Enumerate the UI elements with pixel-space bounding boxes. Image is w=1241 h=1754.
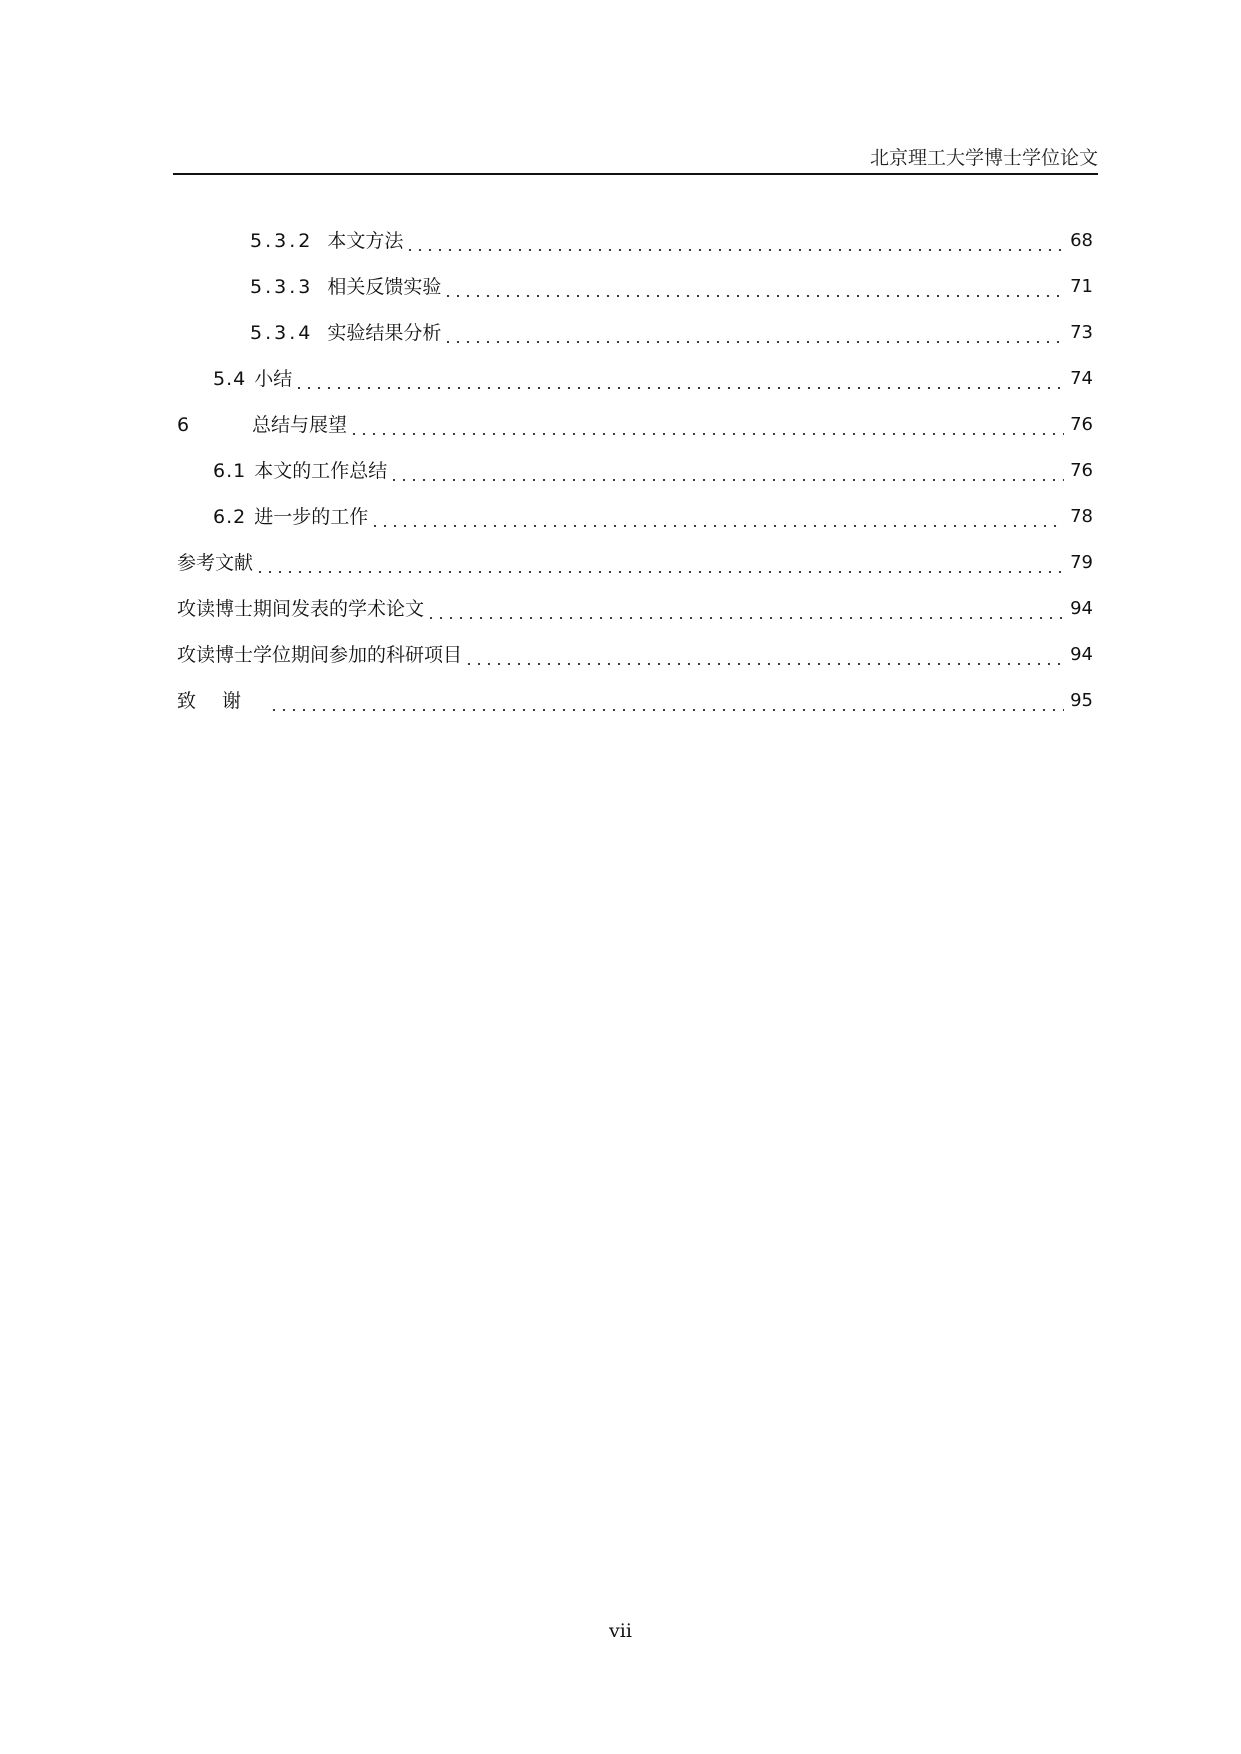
toc-entry-title: 参考文献	[177, 552, 254, 574]
toc-dot-leader	[426, 617, 1064, 619]
toc-entry-page: 95	[1070, 690, 1093, 711]
toc-entry-label	[177, 597, 424, 621]
toc-entry-number: 5.3.2	[250, 230, 314, 252]
toc-dot-leader	[269, 709, 1064, 711]
toc-entry-page: 94	[1070, 644, 1093, 665]
toc-entry[interactable]	[177, 632, 1093, 678]
toc-entry-title: 总结与展望	[252, 414, 348, 436]
toc-entry-number: 5.3.3	[250, 276, 314, 298]
toc-entry-page: 94	[1070, 598, 1093, 619]
toc-entry-page: 73	[1070, 322, 1093, 343]
toc-entry-label	[177, 551, 253, 575]
toc-entry[interactable]	[177, 310, 1093, 356]
toc-entry[interactable]	[177, 264, 1093, 310]
toc-entry-number: 6.1	[213, 460, 247, 482]
toc-entry-label	[177, 459, 387, 483]
toc-entry[interactable]	[177, 356, 1093, 402]
toc-entry-number: 5.3.4	[250, 322, 314, 344]
toc-entry-label	[177, 321, 441, 345]
toc-entry-page: 76	[1070, 460, 1093, 481]
toc-entry-title: 攻读博士期间发表的学术论文	[177, 598, 425, 620]
toc-entry-number: 6.2	[213, 506, 247, 528]
toc-dot-leader	[443, 341, 1064, 343]
toc-entry[interactable]	[177, 540, 1093, 586]
running-header-title: 北京理工大学博士学位论文	[869, 147, 1098, 169]
page-number: vii	[609, 1620, 632, 1642]
toc-entry-label	[177, 367, 292, 391]
toc-entry-page: 74	[1070, 368, 1093, 389]
toc-entry-title: 相关反馈实验	[327, 276, 442, 298]
toc-dot-leader	[294, 387, 1064, 389]
toc-entry-label	[177, 505, 368, 529]
toc-entry[interactable]	[177, 678, 1093, 724]
toc-entry-label	[177, 689, 267, 713]
toc-dot-leader	[370, 525, 1064, 527]
toc-entry-page: 79	[1070, 552, 1093, 573]
toc-entry-page: 68	[1070, 230, 1093, 251]
toc-entry-label	[177, 229, 403, 253]
toc-entry-page: 78	[1070, 506, 1093, 527]
toc-entry[interactable]	[177, 448, 1093, 494]
toc-dot-leader	[389, 479, 1064, 481]
toc-entry[interactable]	[177, 218, 1093, 264]
toc-entry-title: 本文的工作总结	[254, 460, 388, 482]
toc-entry-label	[177, 413, 347, 437]
toc-entry[interactable]	[177, 402, 1093, 448]
toc-entry-page: 76	[1070, 414, 1093, 435]
toc-entry-page: 71	[1070, 276, 1093, 297]
toc-entry[interactable]	[177, 494, 1093, 540]
toc-entry-number: 5.4	[213, 368, 247, 390]
toc-dot-leader	[349, 433, 1064, 435]
toc-dot-leader	[443, 295, 1064, 297]
toc-entry-label	[177, 275, 441, 299]
toc-entry-title: 致谢	[177, 690, 268, 712]
toc-dot-leader	[255, 571, 1064, 573]
header-rule	[173, 173, 1098, 175]
toc-entry-number: 6	[177, 414, 193, 436]
toc-entry-title: 本文方法	[327, 230, 404, 252]
toc-dot-leader	[405, 249, 1064, 251]
toc-entry-title: 实验结果分析	[327, 322, 442, 344]
toc-entry-title: 攻读博士学位期间参加的科研项目	[177, 644, 463, 666]
toc-dot-leader	[464, 663, 1064, 665]
toc-entry[interactable]	[177, 586, 1093, 632]
page-header	[173, 146, 1098, 174]
toc-entry-title: 小结	[254, 368, 293, 390]
toc-entry-title: 进一步的工作	[254, 506, 369, 528]
table-of-contents	[177, 218, 1093, 724]
toc-entry-label	[177, 643, 462, 667]
